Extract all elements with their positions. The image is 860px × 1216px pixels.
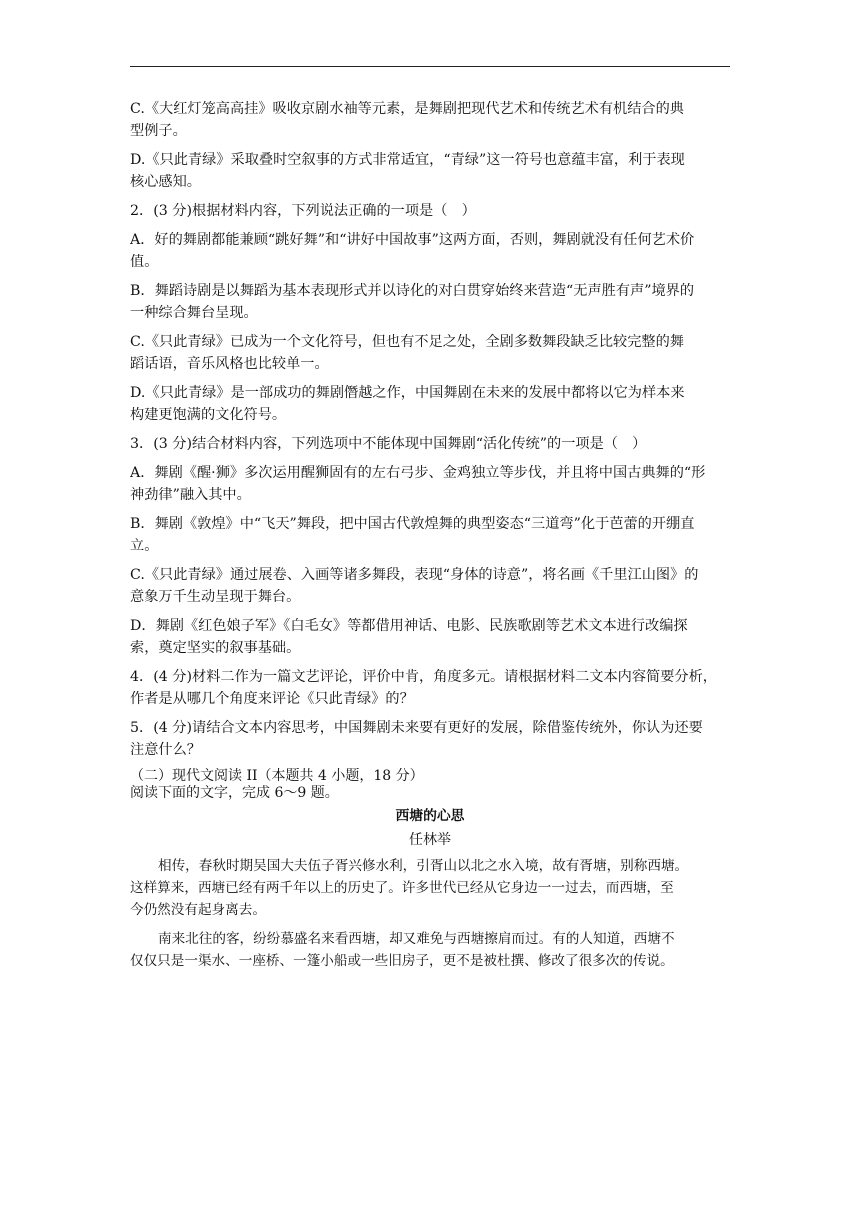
option-line: C.《大红灯笼高高挂》吸收京剧水袖等元素，是舞剧把现代艺术和传统艺术有机结合的典	[130, 101, 684, 117]
paragraph-line: 仅仅只是一渠水、一座桥、一篷小船或一些旧房子，更不是被杜撰、修改了很多次的传说。	[130, 953, 674, 969]
option-line: 值。	[130, 254, 159, 270]
question-4	[130, 666, 730, 710]
option-line: 核心感知。	[130, 174, 201, 190]
question-1-options-tail	[130, 98, 730, 193]
question-line: 作者是从哪几个角度来评论《只此青绿》的？	[130, 691, 414, 707]
option-line: 构建更饱满的文化符号。	[130, 407, 287, 423]
option-line: 蹈话语，音乐风格也比较单一。	[130, 356, 329, 372]
essay-paragraph	[130, 928, 730, 972]
paragraph-line: 南来北往的客，纷纷慕盛名来看西塘，却又难免与西塘擦肩而过。有的人知道，西塘不	[158, 931, 675, 947]
option-a	[130, 229, 730, 273]
question-stem: 2．(3 分)根据材料内容，下列说法正确的一项是（ ）	[130, 203, 476, 219]
option-line: 型例子。	[130, 123, 187, 139]
option-line: 立。	[130, 538, 159, 554]
section-heading: （二）现代文阅读 II（本题共 4 小题，18 分）	[130, 768, 424, 784]
question-5	[130, 717, 730, 761]
option-d	[130, 615, 730, 659]
section-header	[130, 768, 730, 802]
option-line: 意象万千生动呈现于舞台。	[130, 589, 301, 605]
header-rule	[130, 66, 730, 67]
option-line: D．舞剧《红色娘子军》《白毛女》等都借用神话、电影、民族歌剧等艺术文本进行改编探	[130, 618, 688, 634]
option-line: C.《只此青绿》通过展卷、入画等诸多舞段，表现“身体的诗意”，将名画《千里江山图》的	[130, 567, 699, 583]
essay-body	[130, 855, 730, 972]
option-line: 神劲律”融入其中。	[130, 487, 251, 503]
option-a	[130, 462, 730, 506]
option-c	[130, 564, 730, 608]
essay-title: 西塘的心思	[395, 808, 465, 824]
option-line: C.《只此青绿》已成为一个文化符号，但也有不足之处，全剧多数舞段缺乏比较完整的舞	[130, 334, 684, 350]
paragraph-line: 今仍然没有起身离去。	[130, 902, 266, 918]
question-stem: 3．(3 分)结合材料内容，下列选项中不能体现中国舞剧“活化传统”的一项是（ ）	[130, 436, 647, 452]
option-c	[130, 331, 730, 375]
essay-author: 任林举	[409, 832, 451, 848]
option-d	[130, 149, 730, 193]
document-body	[130, 98, 730, 979]
option-line: 一种综合舞台呈现。	[130, 305, 258, 321]
option-line: D.《只此青绿》是一部成功的舞剧僭越之作，中国舞剧在未来的发展中都将以它为样本来	[130, 385, 685, 401]
paragraph-line: 这样算来，西塘已经有两千年以上的历史了。许多世代已经从它身边一一过去，而西塘，至	[130, 880, 674, 896]
option-b	[130, 280, 730, 324]
section-instruction: 阅读下面的文字，完成 6～9 题。	[130, 785, 339, 801]
option-line: 索，奠定坚实的叙事基础。	[130, 640, 301, 656]
option-line: A．好的舞剧都能兼顾“跳好舞”和“讲好中国故事”这两方面，否则，舞剧就没有任何艺术价	[130, 232, 695, 248]
option-line: A．舞剧《醒·狮》多次运用醒狮固有的左右弓步、金鸡独立等步伐，并且将中国古典舞的“形	[130, 465, 706, 481]
essay-paragraph	[130, 855, 730, 921]
option-b	[130, 513, 730, 557]
question-line: 4．(4 分)材料二作为一篇文艺评论，评价中肯，角度多元。请根据材料二文本内容简要分析，	[130, 669, 717, 685]
question-line: 5．(4 分)请结合文本内容思考，中国舞剧未来要有更好的发展，除借鉴传统外，你认为还要	[130, 720, 703, 736]
question-3	[130, 433, 730, 659]
question-line: 注意什么？	[130, 742, 201, 758]
paragraph-line: 相传，春秋时期吴国大夫伍子胥兴修水利，引胥山以北之水入境，故有胥塘，别称西塘。	[158, 858, 689, 874]
option-d	[130, 382, 730, 426]
option-line: B．舞蹈诗剧是以舞蹈为基本表现形式并以诗化的对白贯穿始终来营造“无声胜有声”境界的	[130, 283, 695, 299]
option-line: D.《只此青绿》采取叠时空叙事的方式非常适宜，“青绿”这一符号也意蕴丰富，利于表现	[130, 152, 685, 168]
option-line: B．舞剧《敦煌》中“飞天”舞段，把中国古代敦煌舞的典型姿态“三道弯”化于芭蕾的开绷直	[130, 516, 695, 532]
option-c	[130, 98, 730, 142]
question-2	[130, 200, 730, 426]
